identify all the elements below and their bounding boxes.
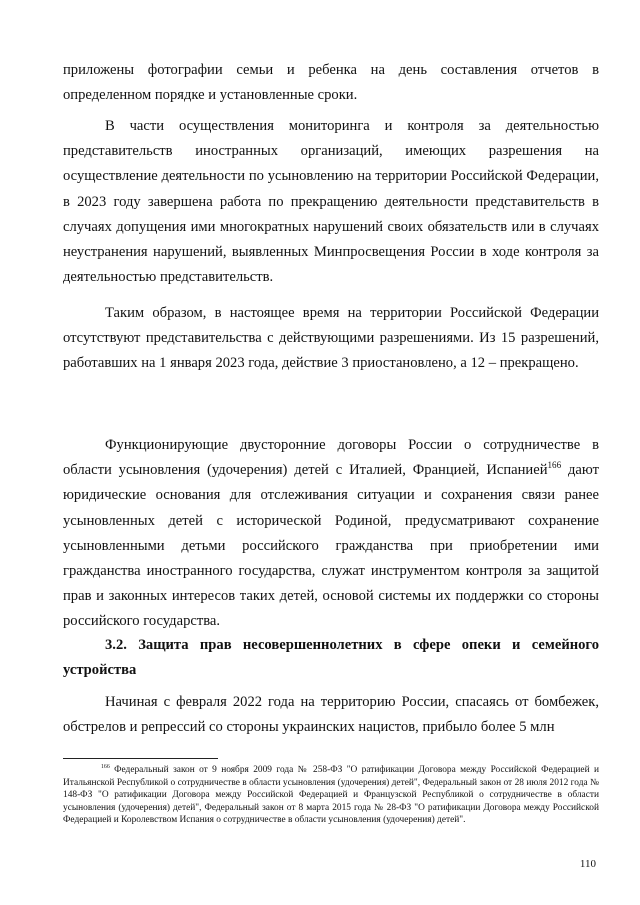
paragraph-monitoring: В части осуществления мониторинга и контроля за деятельностью представительств иностранных организаций, имеющих разрешения на осуществление деятельности по усыновлению на территории Российской Федерации, в 2023 году завершена работа по прекращению деятельности представительств в случаях допущения ими многократных нарушений своих обязательств или в случаях неустранения нарушений, выявленных Минпросвещения России в ходе контроля за деятельностью представительств. [63, 118, 599, 286]
section-heading: 3.2. Защита прав несовершеннолетних в сфере опеки и семейного устройства [63, 637, 599, 679]
footnote [63, 764, 599, 827]
paragraph-february-2022: Начиная с февраля 2022 года на территорию России, спасаясь от бомбежек, обстрелов и репрессий со стороны украинских нацистов, прибыло более 5 млн [63, 694, 599, 736]
footnote-number: 166 [101, 763, 110, 770]
paragraph-treaties-lead: Функционирующие двусторонние договоры России о сотрудничестве в области усыновления (удочерения) детей с Италией, Францией, Испанией [63, 437, 599, 479]
paragraph-treaties [63, 433, 599, 635]
paragraph-treaties-rest: дают юридические основания для отслеживания ситуации и сохранения связи ранее усыновленных детей с исторической Родиной, предусматривают сохранение усыновленными детьми российского гражданства при приобретении ими гражданства иностранного государства, служат инструментом контроля за защитой прав и законных интересов таких детей, основой системы их поддержки со стороны российского государства. [63, 462, 599, 630]
page-number: 110 [579, 858, 596, 870]
paragraph-summary: Таким образом, в настоящее время на территории Российской Федерации отсутствуют представительства с действующими разрешениями. Из 15 разрешений, работавших на 1 января 2023 года, действие 3 приостановлено, а 12 – прекращено. [63, 305, 599, 372]
footnote-divider [63, 758, 218, 759]
footnote-text: Федеральный закон от 9 ноября 2009 года № 258-ФЗ "О ратификации Договора между Российской Федерацией и Итальянской Республикой о сотрудничестве в области усыновления (удочерения) детей", Федеральный закон от 28 июля 2012 года № 148-ФЗ "О ратификации Договора между Российской Федерацией и Французской Республикой о сотрудничестве в области усыновления (удочерения) детей", Федеральный закон от 8 марта 2015 года № 28-ФЗ "О ратификации Договора между Российской Федерацией и Королевством Испания о сотрудничестве в области усыновления (удочерения) детей". [63, 765, 599, 826]
paragraph-continuation: приложены фотографии семьи и ребенка на день составления отчетов в определенном порядке и установленные сроки. [63, 62, 599, 104]
footnote-reference: 166 [547, 460, 562, 471]
